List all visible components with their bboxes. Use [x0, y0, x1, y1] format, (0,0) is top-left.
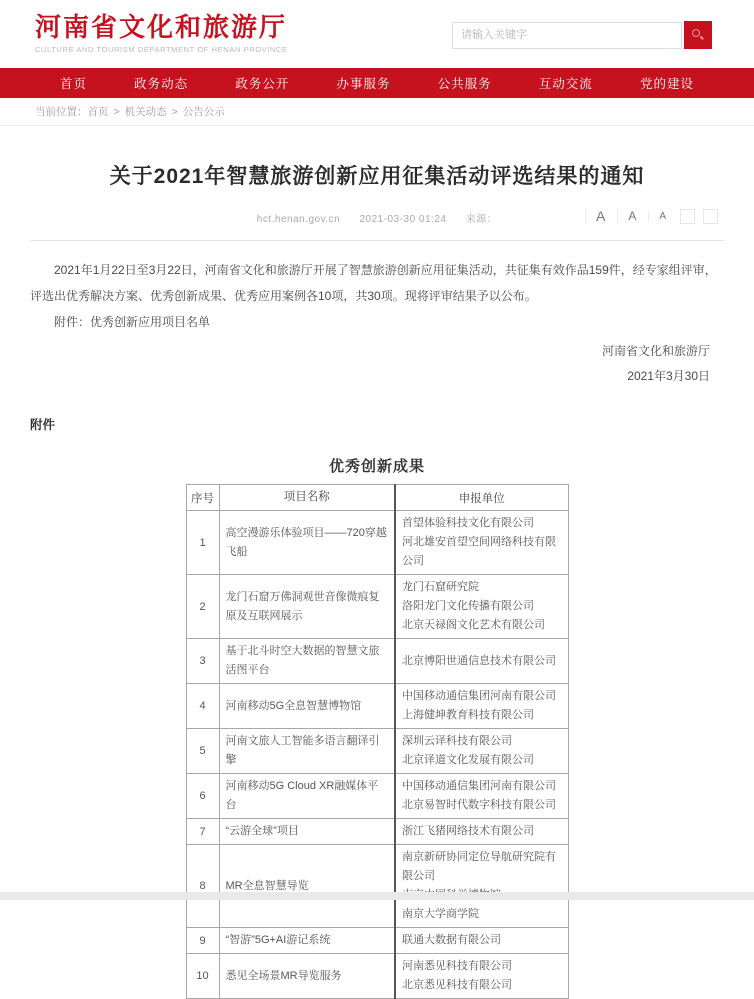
- cell-project-name: “云游全球”项目: [219, 819, 395, 845]
- breadcrumb-items: [88, 104, 225, 119]
- article-paragraph-2: 附件：优秀创新应用项目名单: [54, 315, 211, 329]
- applicant-name: 河南悉见科技有限公司: [402, 960, 512, 972]
- cell-applicants: [395, 819, 568, 845]
- nav-item-5[interactable]: 公共服务: [437, 77, 492, 91]
- signoff-date: 2021年3月30日: [627, 369, 710, 383]
- main-nav: [0, 68, 754, 98]
- cell-applicants: [395, 845, 568, 928]
- cell-project-name: 高空漫游乐体验项目——720穿越飞船: [219, 511, 395, 575]
- search-button[interactable]: [684, 21, 712, 49]
- meta-source-label: 来源：: [465, 214, 498, 225]
- table-row: [186, 575, 568, 639]
- results-table: [186, 484, 569, 999]
- breadcrumb-separator: >: [171, 106, 178, 118]
- cell-project-name: 河南移动5G全息智慧博物馆: [219, 684, 395, 729]
- cell-project-name: 河南文旅人工智能多语言翻译引擎: [219, 729, 395, 774]
- table-header-2: 项目名称: [219, 485, 395, 511]
- search-input[interactable]: [452, 22, 682, 49]
- article-body: [30, 257, 724, 335]
- share-icon[interactable]: [703, 209, 718, 224]
- applicant-name: 深圳云译科技有限公司: [402, 735, 512, 747]
- table-header-3: 申报单位: [395, 485, 568, 511]
- nav-item-7[interactable]: 党的建设: [639, 77, 694, 91]
- cell-project-name: 基于北斗时空大数据的智慧文旅活图平台: [219, 639, 395, 684]
- print-icon[interactable]: [680, 209, 695, 224]
- applicant-name: 北京译道文化发展有限公司: [402, 754, 534, 766]
- nav-item-1[interactable]: 首页: [60, 77, 88, 91]
- cell-project-name: 龙门石窟万佛洞观世音像微痕复原及互联网展示: [219, 575, 395, 639]
- article: [30, 160, 724, 999]
- breadcrumb-label: 当前位置：: [35, 106, 88, 118]
- breadcrumb-item-3[interactable]: 公告公示: [182, 106, 225, 118]
- breadcrumb: [0, 98, 754, 126]
- applicant-name: 河北雄安首望空间网络科技有限公司: [402, 536, 556, 567]
- signoff: [30, 339, 724, 389]
- applicant-name: 龙门石窟研究院: [402, 581, 479, 593]
- cell-no: 4: [186, 684, 219, 729]
- table-row: [186, 511, 568, 575]
- table-row: [186, 954, 568, 999]
- article-meta: [30, 210, 724, 230]
- nav-item-4[interactable]: 办事服务: [336, 77, 391, 91]
- cell-no: 9: [186, 928, 219, 954]
- cell-applicants: [395, 684, 568, 729]
- font-size-medium-button[interactable]: A: [617, 209, 636, 223]
- cell-no: 1: [186, 511, 219, 575]
- table-row: [186, 845, 568, 928]
- applicant-name: 洛阳龙门文化传播有限公司: [402, 600, 534, 612]
- table-title: 优秀创新成果: [328, 458, 425, 475]
- cell-applicants: [395, 928, 568, 954]
- cell-no: 6: [186, 774, 219, 819]
- table-row: [186, 928, 568, 954]
- footer-strip: [0, 892, 754, 900]
- site-subtitle: CULTURE AND TOURISM DEPARTMENT OF HENAN PROVINCE: [35, 45, 288, 54]
- table-header-1: 序号: [186, 485, 219, 511]
- site-title: 河南省文化和旅游厅: [35, 12, 288, 42]
- table-row: [186, 684, 568, 729]
- page-title: 关于2021年智慧旅游创新应用征集活动评选结果的通知: [109, 165, 645, 188]
- table-row: [186, 819, 568, 845]
- search-icon: [692, 29, 700, 37]
- breadcrumb-item-2[interactable]: 机关动态: [124, 106, 167, 118]
- cell-applicants: [395, 639, 568, 684]
- nav-item-2[interactable]: 政务动态: [134, 77, 189, 91]
- cell-no: 5: [186, 729, 219, 774]
- applicant-name: 南京大学商学院: [402, 908, 479, 920]
- cell-no: 2: [186, 575, 219, 639]
- applicant-name: 浙江飞猪网络技术有限公司: [402, 825, 534, 837]
- applicant-name: 北京易智时代数字科技有限公司: [402, 799, 556, 811]
- cell-applicants: [395, 575, 568, 639]
- cell-applicants: [395, 511, 568, 575]
- table-row: [186, 639, 568, 684]
- font-size-large-button[interactable]: A: [585, 208, 605, 224]
- cell-no: 7: [186, 819, 219, 845]
- table-row: [186, 774, 568, 819]
- applicant-name: 中国移动通信集团河南有限公司: [402, 780, 556, 792]
- cell-project-name: 河南移动5G Cloud XR融媒体平台: [219, 774, 395, 819]
- cell-no: 10: [186, 954, 219, 999]
- applicant-name: 北京悉见科技有限公司: [402, 979, 512, 991]
- breadcrumb-item-1[interactable]: 首页: [87, 106, 109, 118]
- font-size-controls: [579, 208, 718, 224]
- cell-applicants: [395, 729, 568, 774]
- site-header: [0, 0, 754, 68]
- cell-project-name: “智游”5G+AI游记系统: [219, 928, 395, 954]
- applicant-name: 南京新研协同定位导航研究院有限公司: [402, 851, 556, 882]
- cell-no: 3: [186, 639, 219, 684]
- cell-project-name: MR全息智慧导览: [219, 845, 395, 928]
- search-box: [452, 21, 712, 49]
- applicant-name: 上海健坤教育科技有限公司: [402, 709, 534, 721]
- site-logo[interactable]: [35, 12, 288, 54]
- font-size-small-button[interactable]: A: [648, 211, 666, 222]
- meta-datetime: 2021-03-30 01:24: [359, 214, 447, 225]
- nav-item-3[interactable]: 政务公开: [235, 77, 290, 91]
- signoff-org: 河南省文化和旅游厅: [601, 344, 710, 358]
- cell-no: 8: [186, 845, 219, 928]
- table-header-row: [186, 485, 568, 511]
- attachment-label: 附件: [30, 418, 56, 432]
- breadcrumb-separator: >: [113, 106, 120, 118]
- cell-project-name: 悉见全场景MR导览服务: [219, 954, 395, 999]
- applicant-name: 北京天禄阁文化艺术有限公司: [402, 619, 545, 631]
- nav-item-6[interactable]: 互动交流: [538, 77, 593, 91]
- applicant-name: 中国移动通信集团河南有限公司: [402, 690, 556, 702]
- applicant-name: 联通大数据有限公司: [402, 934, 501, 946]
- cell-applicants: [395, 954, 568, 999]
- meta-site: hct.henan.gov.cn: [256, 214, 341, 225]
- table-row: [186, 729, 568, 774]
- article-paragraph-1: 2021年1月22日至3月22日，河南省文化和旅游厅开展了智慧旅游创新应用征集活动，共征集有效作品159件，经专家组评审，评选出优秀解决方案、优秀创新成果、优秀应用案例各10项，共30项。现将评审结果予以公布。: [30, 263, 717, 303]
- applicant-name: 北京博阳世通信息技术有限公司: [402, 654, 556, 667]
- cell-applicants: [395, 774, 568, 819]
- applicant-name: 首望体验科技文化有限公司: [402, 517, 534, 529]
- meta-divider: [30, 240, 724, 241]
